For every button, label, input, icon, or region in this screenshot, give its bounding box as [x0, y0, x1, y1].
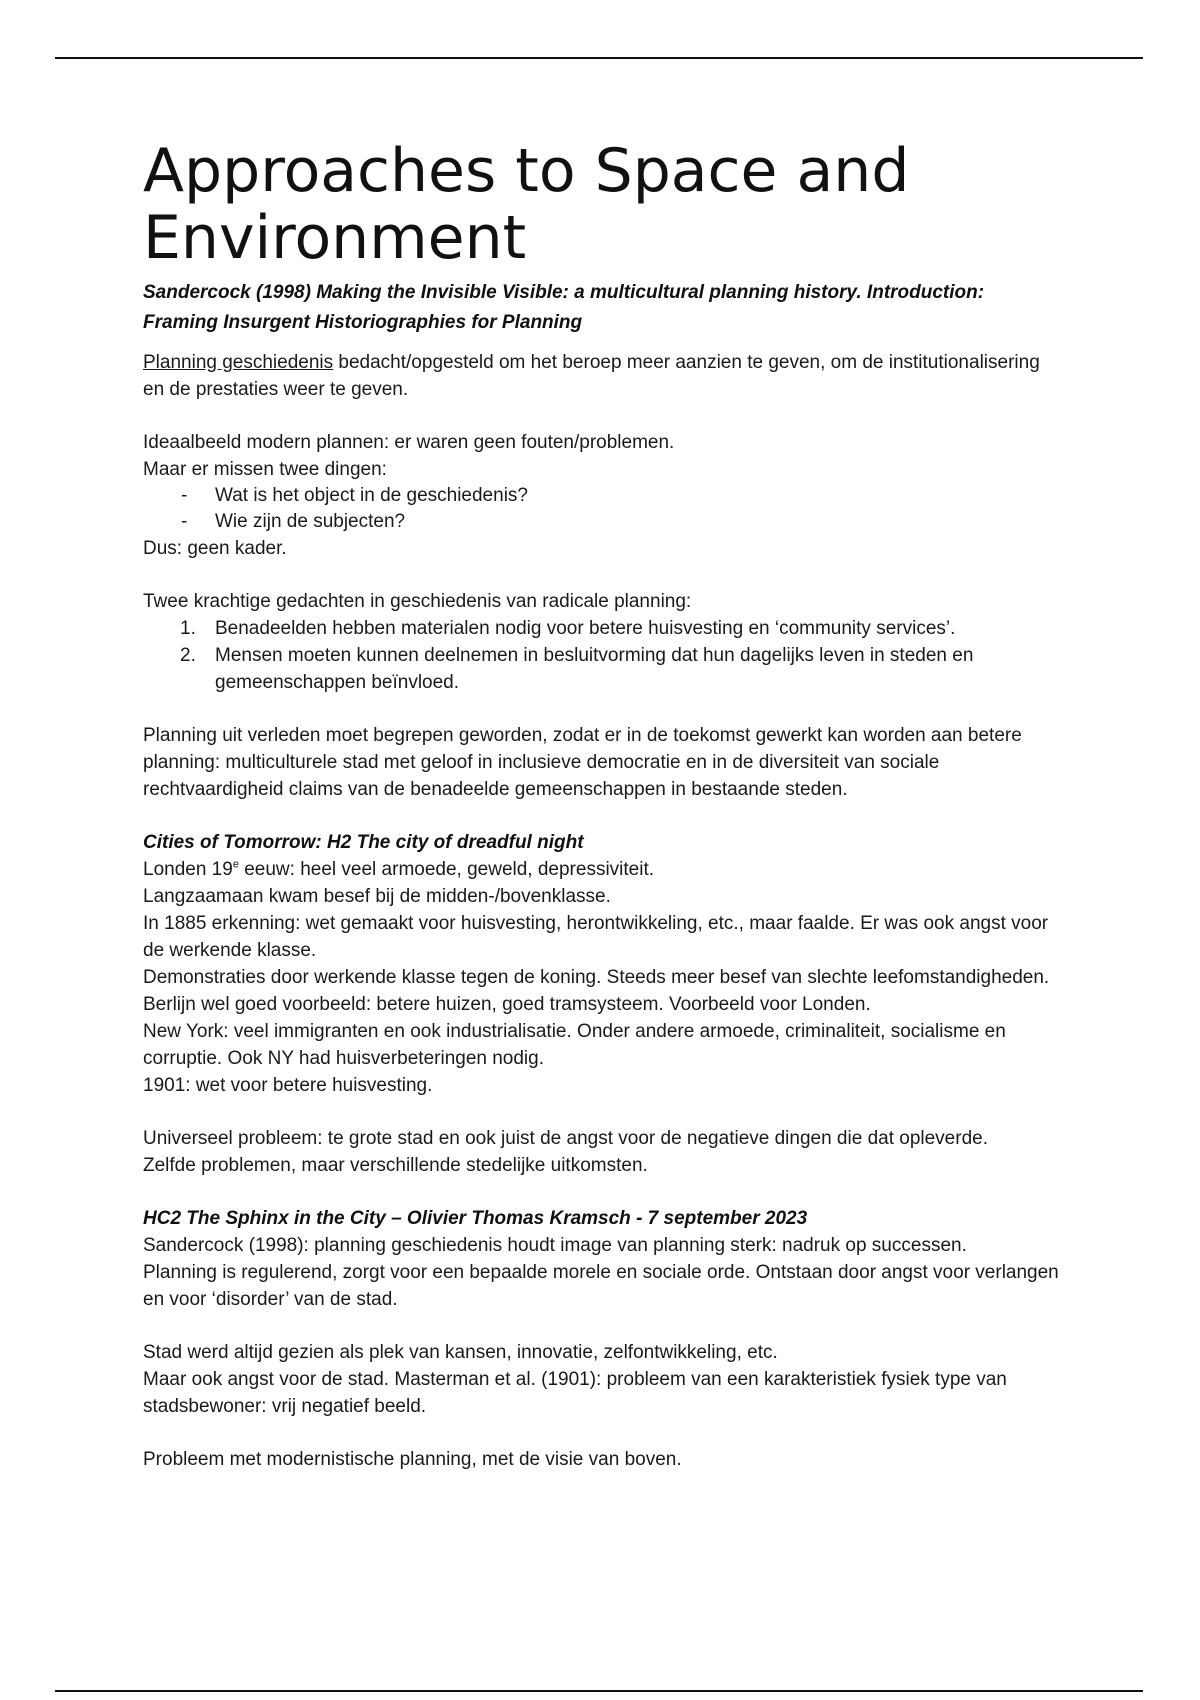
dash-list	[143, 483, 1063, 535]
missing-line: Maar er missen twee dingen:	[143, 459, 387, 480]
hc2-line: Planning is regulerend, zorgt voor een bepaalde morele en sociale orde. Ontstaan door angst voor verlangen en voor ‘disorder’ van de stad.	[143, 1262, 1059, 1310]
city-line: Maar ook angst voor de stad. Masterman et al. (1901): probleem van een karakteristiek fysiek type van stadsbewoner: vrij negatief beeld.	[143, 1369, 1007, 1417]
cities-line: Langzaamaan kwam besef bij de midden-/bovenklasse.	[143, 886, 611, 907]
document-title: Approaches to Space and Environment	[143, 136, 910, 273]
intro-paragraph: Planning geschiedenis bedacht/opgesteld om het beroep meer aanzien te geven, om de institutionalisering en de prestaties weer te geven.	[143, 352, 1040, 400]
list-item: 2. Mensen moeten kunnen deelnemen in besluitvorming dat hun dagelijks leven in steden en gemeenschappen beïnvloed.	[180, 645, 974, 693]
ideal-line: Ideaalbeeld modern plannen: er waren geen fouten/problemen.	[143, 432, 675, 453]
universal-line: Zelfde problemen, maar verschillende stedelijke uitkomsten.	[143, 1155, 648, 1176]
header-rule	[55, 57, 1143, 59]
cities-line: New York: veel immigranten en ook industrialisatie. Onder andere armoede, criminaliteit, socialisme en corruptie. Ook NY had huisverbeteringen nodig.	[143, 1021, 1006, 1069]
numbered-list	[143, 615, 1063, 696]
cities-heading: Cities of Tomorrow: H2 The city of dreadful night	[143, 832, 584, 853]
list-item: - Wie zijn de subjecten?	[181, 511, 406, 532]
radical-intro: Twee krachtige gedachten in geschiedenis van radicale planning:	[143, 591, 692, 612]
universal-line: Universeel probleem: te grote stad en ook juist de angst voor de negatieve dingen die dat opleverde.	[143, 1128, 988, 1149]
underlined-term: Planning geschiedenis	[143, 352, 334, 373]
cities-line: Berlijn wel goed voorbeeld: betere huizen, goed tramsysteem. Voorbeeld voor Londen.	[143, 994, 871, 1015]
cities-line: 1901: wet voor betere huisvesting.	[143, 1075, 433, 1096]
past-paragraph: Planning uit verleden moet begrepen geworden, zodat er in de toekomst gewerkt kan worden aan betere planning: multiculturele stad met geloof in inclusieve democratie en in de diversiteit van sociale rechtvaardigheid claims van de benadeelde gemeenschappen in bestaande steden.	[143, 725, 1022, 800]
reading-subtitle: Sandercock (1998) Making the Invisible Visible: a multicultural planning history. Introduction: Framing Insurgent Historiographies for Planning	[143, 282, 985, 333]
hc2-heading: HC2 The Sphinx in the City – Olivier Thomas Kramsch - 7 september 2023	[143, 1208, 808, 1229]
city-line: Stad werd altijd gezien als plek van kansen, innovatie, zelfontwikkeling, etc.	[143, 1342, 778, 1363]
list-item: 1. Benadeelden hebben materialen nodig voor betere huisvesting en ‘community services’.	[180, 618, 956, 639]
document-body	[143, 138, 1063, 1473]
london-line: Londen 19e eeuw: heel veel armoede, geweld, depressiviteit.	[143, 858, 655, 880]
cities-line: In 1885 erkenning: wet gemaakt voor huisvesting, herontwikkeling, etc., maar faalde. Er was ook angst voor de werkende klasse.	[143, 913, 1049, 961]
list-item: - Wat is het object in de geschiedenis?	[181, 485, 528, 506]
hc2-line: Sandercock (1998): planning geschiedenis houdt image van planning sterk: nadruk op successen.	[143, 1235, 967, 1256]
footer-rule	[55, 1690, 1143, 1692]
modernist-line: Probleem met modernistische planning, met de visie van boven.	[143, 1449, 682, 1470]
cities-line: Demonstraties door werkende klasse tegen de koning. Steeds meer besef van slechte leefomstandigheden.	[143, 967, 1050, 988]
conclusion-line: Dus: geen kader.	[143, 538, 287, 559]
